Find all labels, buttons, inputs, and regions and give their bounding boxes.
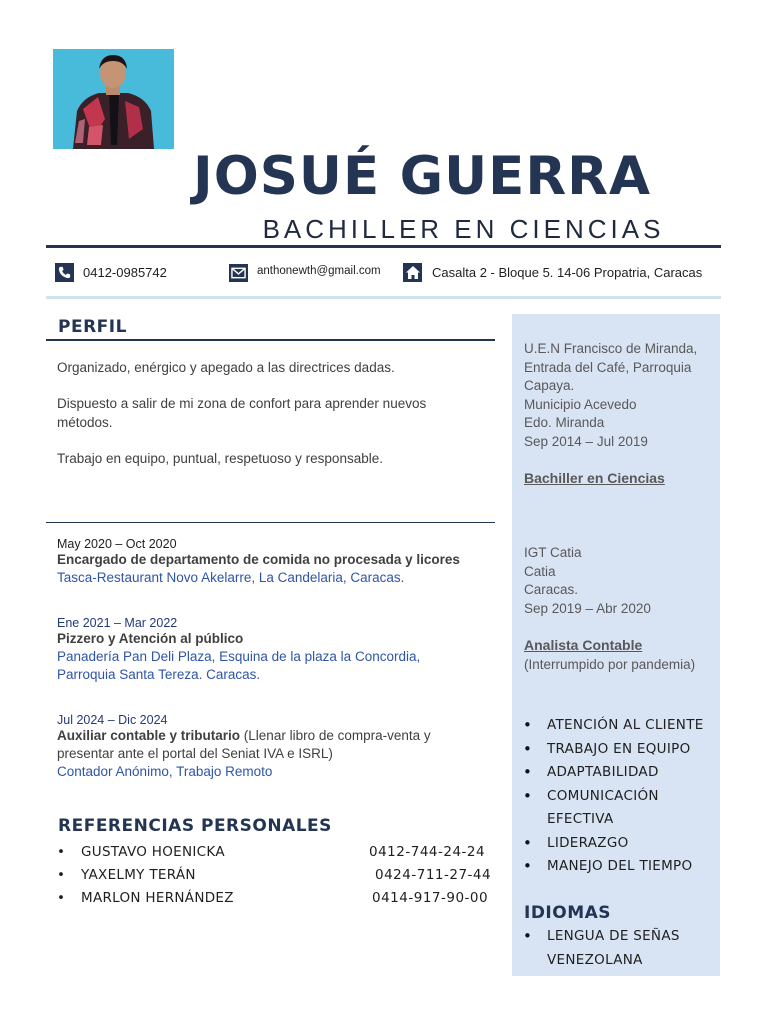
education-line: U.E.N Francisco de Miranda, [524,341,698,356]
experience-title: Pizzero y Atención al público [57,631,244,646]
experience-title: Auxiliar contable y tributario [57,728,241,743]
envelope-icon [229,264,248,282]
education-line: Municipio Acevedo [524,396,637,412]
profile-paragraph: Organizado, enérgico y apegado a las directrices dadas. [57,360,395,375]
skill-item: • TRABAJO EN EQUIPO [523,738,718,762]
experience-date: Ene 2021 – Mar 2022 [57,616,178,630]
experience-place: Contador Anónimo, Trabajo Remoto [57,764,273,779]
bullet-icon: • [57,844,65,860]
experience-item [57,616,477,684]
education-line: IGT Catia [524,545,582,560]
skill-item: • MANEJO DEL TIEMPO [523,855,718,879]
education-note: (Interrumpido por pandemia) [524,657,696,672]
references-heading: REFERENCIAS PERSONALES [58,816,332,836]
contact-phone: 0412-0985742 [83,265,167,280]
bullet-icon: • [57,890,65,906]
education-line: Capaya. [524,378,575,393]
education-line: Caracas. [524,582,579,597]
reference-name: YAXELMY TERÁN [81,867,196,883]
profile-divider [46,339,495,341]
education-item [524,340,714,451]
profile-photo [53,49,174,149]
reference-name: GUSTAVO HOENICKA [81,844,225,860]
skill-item: • ADAPTABILIDAD [523,761,718,785]
profile-heading: PERFIL [58,317,127,337]
experience-date: Jul 2024 – Dic 2024 [57,713,168,727]
experience-detail: (Llenar libro de compra-venta y presentar ante el portal del Seniat IVA e ISRL) [57,728,431,761]
contact-email[interactable]: anthonewth@gmail.com [257,265,381,277]
education-item [524,544,714,618]
skill-item: • ATENCIÓN AL CLIENTE [523,714,718,738]
experience-place: Panadería Pan Deli Plaza, Esquina de la plaza la Concordia, Parroquia Santa Tereza. Caracas. [57,649,421,682]
education-line: Sep 2014 – Jul 2019 [524,433,648,449]
skill-item: • LIDERAZGO [523,832,718,856]
reference-phone: 0414-917-90-00 [372,890,489,906]
reference-name: MARLON HERNÁNDEZ [81,890,234,906]
education-line: Entrada del Café, Parroquia [524,359,692,375]
experience-item [57,713,472,781]
candidate-name: JOSUÉ GUERRA [192,146,652,207]
phone-icon [55,263,74,282]
reference-phone: 0424-711-27-44 [375,867,492,883]
experience-place: Tasca-Restaurant Novo Akelarre, La Candelaria, Caracas. [57,570,405,585]
languages-heading: IDIOMAS [524,903,612,923]
reference-phone: 0412-744-24-24 [369,844,486,860]
contact-divider [46,296,721,299]
education-line: Catia [524,563,556,579]
skills-list [523,714,718,879]
education-degree: Analista Contable [524,637,643,653]
skill-item: • COMUNICACIÓN EFECTIVA [523,785,677,832]
experience-item [57,537,497,587]
bullet-icon: • [57,867,65,883]
home-icon [403,263,422,282]
profile-paragraph: Trabajo en equipo, puntual, respetuoso y responsable. [57,451,383,466]
language-item: • LENGUA DE SEÑAS VENEZOLANA [523,925,693,972]
experience-divider [46,522,495,523]
languages-list [523,925,693,972]
candidate-title: BACHILLER EN CIENCIAS [262,214,665,244]
education-degree: Bachiller en Ciencias [524,470,665,486]
education-line: Edo. Miranda [524,415,605,430]
contact-address: Casalta 2 - Bloque 5. 14-06 Propatria, Caracas [432,265,703,280]
education-line: Sep 2019 – Abr 2020 [524,600,651,616]
experience-date: May 2020 – Oct 2020 [57,537,177,551]
profile-paragraph: Dispuesto a salir de mi zona de confort para aprender nuevos métodos. [57,396,427,430]
experience-title: Encargado de departamento de comida no procesada y licores [57,552,460,567]
header-divider [46,245,721,248]
